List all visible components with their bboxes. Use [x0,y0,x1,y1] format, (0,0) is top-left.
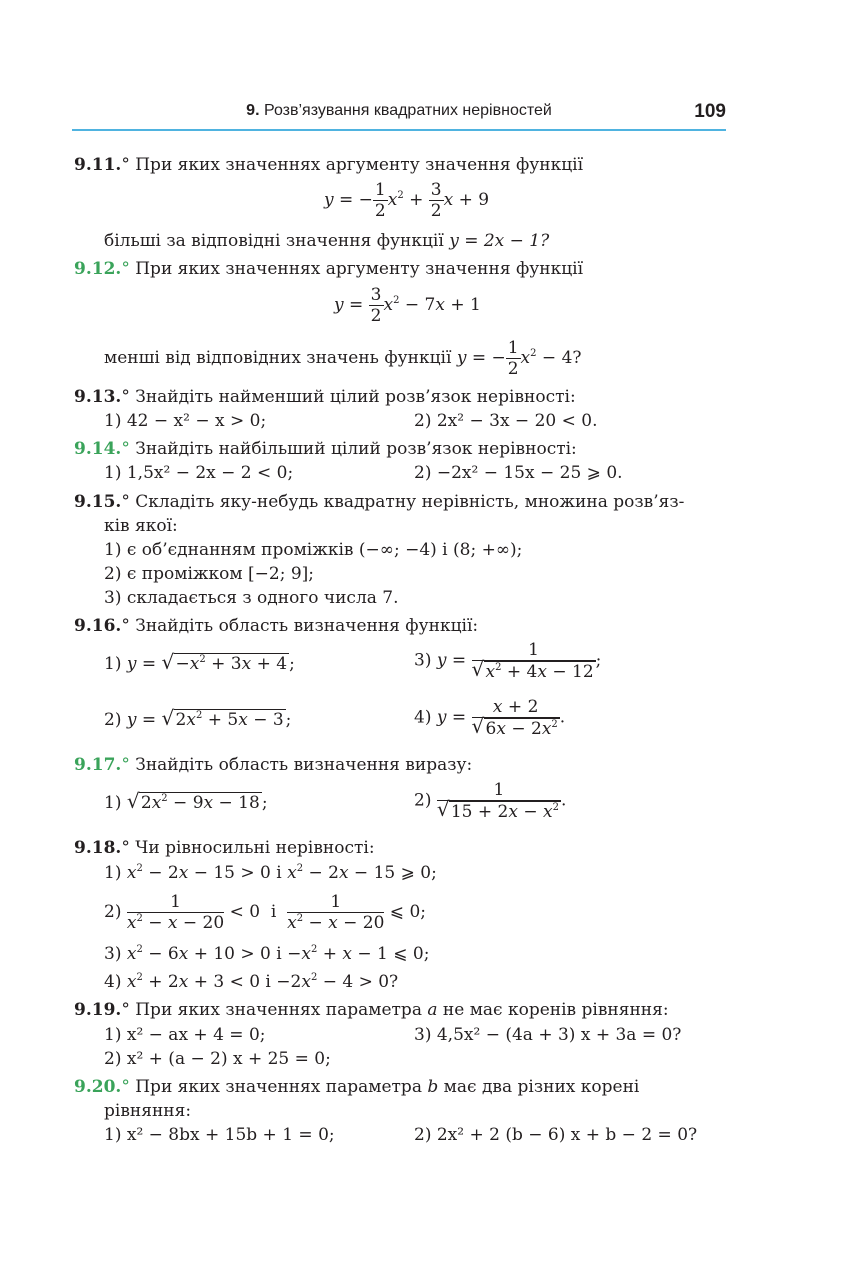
problem-number: 9.15. [74,492,122,512]
item-3: 3) складається з одного числа 7. [104,588,399,608]
item-4: 4) y = x + 2 √ $6x - 2x^2$ . [414,697,565,739]
item-2: 2) 1 √ $15 + 2x - x^2$ . [414,780,566,822]
problem-9-18: 9.18.° Чи рівносильні нерівності: [74,838,375,858]
problem-9-14: 9.14.° Знайдіть найбільший цілий розв’язок нерівності: [74,439,577,459]
problem-number: 9.17. [74,755,122,775]
formula-9-11: y = − $\frac{1}{2}$ $x^2$ + $\frac{3}{2}$ x + 9 [324,180,490,221]
problem-9-13: 9.13.° Знайдіть найменший цілий розв’язок нерівності: [74,387,576,407]
item-3: 3) y = 1 √ $x^2 + 4x - 12$ ; [414,640,601,682]
section-number: 9. [246,102,260,119]
item-1: 1) √ $2x^2 - 9x - 18$ ; [104,791,268,815]
problem-text: Знайдіть область визначення функції: [135,616,479,636]
item-1: 1) 42 − x² − x > 0; [104,411,267,431]
problem-9-17: 9.17.° Знайдіть область визначення виразу: [74,755,473,775]
item-4: 4) $x^2 + 2x + 3 < 0$ $і -2x^2 - 4 > 0$? [104,972,399,992]
item-2: 2) є проміжком [−2; 9]; [104,564,315,584]
problem-text: Знайдіть найменший цілий розв’язок нерівності: [135,387,576,407]
item-1: 1) y = √ $-x^2 + 3x + 4$ ; [104,652,295,676]
tail-text: більші за відповідні значення функції [104,231,444,251]
item-2: 2) 2x² + 2 (b − 6) x + b − 2 = 0? [414,1125,698,1145]
problem-9-16: 9.16.° Знайдіть область визначення функції: [74,616,479,636]
item-3: 3) 4,5x² − (4a + 3) x + 3a = 0? [414,1025,682,1045]
formula-9-12: y = $\frac{3}{2}$ $x^2 - 7x + 1$ [334,285,481,326]
problem-number: 9.16. [74,616,122,636]
item-2: 2) x² + (a − 2) x + 25 = 0; [104,1049,331,1069]
problem-text: При яких значеннях параметра [135,1000,422,1020]
problem-9-12: 9.12.° При яких значеннях аргументу значення функції [74,259,584,279]
item-2: 2) 2x² − 3x − 20 < 0. [414,411,598,431]
problem-9-19: 9.19.° При яких значеннях параметра a не має коренів рівняння: [74,1000,669,1020]
problem-text: При яких значеннях аргументу значення функції [135,259,584,279]
item-3: 3) $x^2 - 6x + 10 > 0$ $і -x^2 + x - 1$ ⩽ 0; [104,944,430,964]
problem-number: 9.19. [74,1000,122,1020]
problem-9-20: 9.20.° При яких значеннях параметра b має два різних корені [74,1077,640,1097]
problem-9-11: 9.11.° При яких значеннях аргументу значення функції [74,155,584,175]
item-1: 1) x² − 8bx + 15b + 1 = 0; [104,1125,335,1145]
tail-expr: y = 2x − 1? [449,231,550,251]
problem-text: Чи рівносильні нерівності: [135,838,375,858]
problem-number: 9.20. [74,1077,122,1097]
item-2: 2) y = √ $2x^2 + 5x - 3$ ; [104,708,291,732]
problem-text-cont: рівняння: [104,1101,192,1121]
problem-number: 9.13. [74,387,122,407]
problem-number: 9.14. [74,439,122,459]
item-1: 1) x² − ax + 4 = 0; [104,1025,266,1045]
problem-number: 9.18. [74,838,122,858]
problem-text: Складіть яку-небудь квадратну нерівність, множина розв’яз- [135,492,685,512]
problem-text: При яких значеннях параметра [135,1077,422,1097]
problem-text: Знайдіть найбільший цілий розв’язок нерівності: [135,439,577,459]
problem-text-cont: ків якої: [104,516,178,536]
tail-text: менші від відповідних значень функції [104,348,452,368]
item-1: 1) 1,5x² − 2x − 2 < 0; [104,463,294,483]
problem-text-b: має два різних корені [443,1077,640,1097]
problem-9-11-tail [104,229,549,253]
section-title: Розв’язування квадратних нерівностей [263,102,552,119]
problem-9-15: 9.15.° Складіть яку-небудь квадратну нерівність, множина розв’яз- [74,492,685,512]
page-number: 109 [694,101,726,122]
problem-text: При яких значеннях аргументу значення функції [135,155,584,175]
problem-text: Знайдіть область визначення виразу: [135,755,473,775]
item-2: 2) $\frac{1}{x^2 - x - 20}$ < 0 і $\frac{1}{x^2 - x - 20}$ ⩽ 0; [104,892,427,933]
item-1: 1) є об’єднанням проміжків (−∞; −4) і (8; +∞); [104,540,523,560]
item-2: 2) −2x² − 15x − 25 ⩾ 0. [414,463,623,483]
parameter: b [427,1077,439,1097]
problem-number: 9.12. [74,259,122,279]
header-rule [72,129,726,131]
running-header [0,102,798,120]
problem-text-b: не має коренів рівняння: [442,1000,669,1020]
parameter: a [427,1000,438,1020]
problem-9-12-tail: менші від відповідних значень функції y = − $\frac{1}{2}$ $x^2 - 4$? [104,338,582,379]
problem-number: 9.11. [74,155,122,175]
item-1: 1) $x^2 - 2x - 15 > 0$ і $x^2 - 2x - 15$ ⩾ 0; [104,863,437,883]
